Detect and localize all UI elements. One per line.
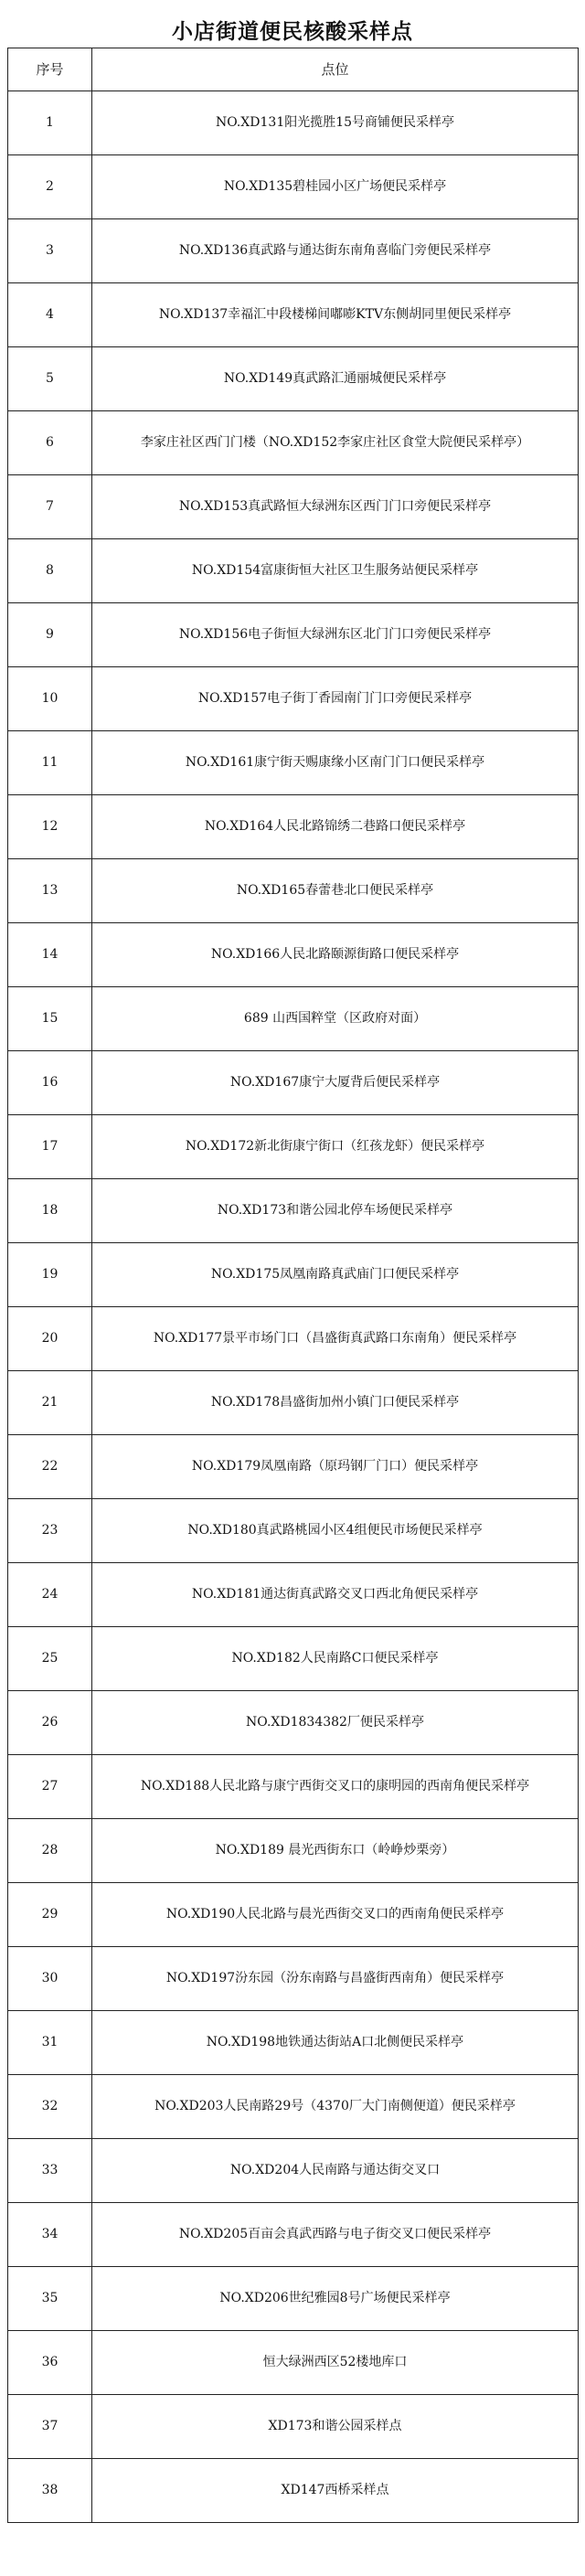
table-row: [8, 795, 579, 859]
table-row: [8, 1627, 579, 1691]
row-number: 20: [8, 1307, 92, 1371]
row-number: 12: [8, 795, 92, 859]
site-name: 恒大绿洲西区52楼地库口: [92, 2331, 579, 2395]
table-row: [8, 1371, 579, 1435]
row-number: 1: [8, 91, 92, 155]
table-row: [8, 1691, 579, 1755]
table-body: [8, 91, 579, 2523]
row-number: 5: [8, 347, 92, 411]
row-number: 31: [8, 2011, 92, 2075]
site-name: 689 山西国粹堂（区政府对面）: [92, 987, 579, 1051]
site-name: NO.XD165春蕾巷北口便民采样亭: [92, 859, 579, 923]
row-number: 23: [8, 1499, 92, 1563]
table-row: [8, 1051, 579, 1115]
table-header-row: [8, 48, 579, 91]
table-row: [8, 987, 579, 1051]
row-number: 14: [8, 923, 92, 987]
site-name: NO.XD172新北街康宁街口（红孩龙虾）便民采样亭: [92, 1115, 579, 1179]
site-name: NO.XD175凤凰南路真武庙门口便民采样亭: [92, 1243, 579, 1307]
sampling-sites-table: [7, 48, 579, 2523]
table-row: [8, 219, 579, 283]
row-number: 22: [8, 1435, 92, 1499]
site-name: XD173和谐公园采样点: [92, 2395, 579, 2459]
row-number: 24: [8, 1563, 92, 1627]
site-name: XD147西桥采样点: [92, 2459, 579, 2523]
site-name: NO.XD181通达街真武路交叉口西北角便民采样亭: [92, 1563, 579, 1627]
row-number: 25: [8, 1627, 92, 1691]
row-number: 10: [8, 667, 92, 731]
row-number: 35: [8, 2267, 92, 2331]
table-row: [8, 539, 579, 603]
table-row: [8, 603, 579, 667]
row-number: 15: [8, 987, 92, 1051]
column-header-site: 点位: [92, 48, 579, 91]
row-number: 28: [8, 1819, 92, 1883]
site-name: NO.XD164人民北路锦绣二巷路口便民采样亭: [92, 795, 579, 859]
site-name: NO.XD157电子街丁香园南门门口旁便民采样亭: [92, 667, 579, 731]
site-name: NO.XD167康宁大厦背后便民采样亭: [92, 1051, 579, 1115]
site-name: NO.XD178昌盛街加州小镇门口便民采样亭: [92, 1371, 579, 1435]
table-row: [8, 2331, 579, 2395]
site-name: NO.XD154富康街恒大社区卫生服务站便民采样亭: [92, 539, 579, 603]
table-row: [8, 2075, 579, 2139]
table-row: [8, 1243, 579, 1307]
site-name: NO.XD177景平市场门口（昌盛街真武路口东南角）便民采样亭: [92, 1307, 579, 1371]
row-number: 8: [8, 539, 92, 603]
row-number: 3: [8, 219, 92, 283]
table-row: [8, 155, 579, 219]
row-number: 36: [8, 2331, 92, 2395]
table-row: [8, 1435, 579, 1499]
site-name: NO.XD131阳光揽胜15号商铺便民采样亭: [92, 91, 579, 155]
table-row: [8, 283, 579, 347]
site-name: NO.XD1834382厂便民采样亭: [92, 1691, 579, 1755]
site-name: NO.XD182人民南路C口便民采样亭: [92, 1627, 579, 1691]
row-number: 27: [8, 1755, 92, 1819]
table-row: [8, 1883, 579, 1947]
row-number: 6: [8, 411, 92, 475]
table-row: [8, 411, 579, 475]
row-number: 21: [8, 1371, 92, 1435]
site-name: NO.XD161康宁街天赐康缘小区南门门口便民采样亭: [92, 731, 579, 795]
site-name: NO.XD198地铁通达街站A口北侧便民采样亭: [92, 2011, 579, 2075]
table-row: [8, 1115, 579, 1179]
site-name: NO.XD197汾东园（汾东南路与昌盛街西南角）便民采样亭: [92, 1947, 579, 2011]
table-row: [8, 2459, 579, 2523]
table-row: [8, 859, 579, 923]
table-row: [8, 2139, 579, 2203]
row-number: 33: [8, 2139, 92, 2203]
site-name: NO.XD179凤凰南路（原玛钢厂门口）便民采样亭: [92, 1435, 579, 1499]
table-row: [8, 91, 579, 155]
table-row: [8, 1307, 579, 1371]
site-name: NO.XD205百亩会真武西路与电子街交叉口便民采样亭: [92, 2203, 579, 2267]
row-number: 32: [8, 2075, 92, 2139]
row-number: 13: [8, 859, 92, 923]
site-name: NO.XD149真武路汇通丽城便民采样亭: [92, 347, 579, 411]
site-name: NO.XD153真武路恒大绿洲东区西门门口旁便民采样亭: [92, 475, 579, 539]
site-name: NO.XD156电子街恒大绿洲东区北门门口旁便民采样亭: [92, 603, 579, 667]
table-row: [8, 1179, 579, 1243]
site-name: NO.XD137幸福汇中段楼梯间嘟嘭KTV东侧胡同里便民采样亭: [92, 283, 579, 347]
row-number: 38: [8, 2459, 92, 2523]
row-number: 17: [8, 1115, 92, 1179]
table-row: [8, 1563, 579, 1627]
row-number: 34: [8, 2203, 92, 2267]
row-number: 9: [8, 603, 92, 667]
page-title: 小店街道便民核酸采样点: [172, 19, 413, 44]
table-row: [8, 2395, 579, 2459]
row-number: 19: [8, 1243, 92, 1307]
row-number: 37: [8, 2395, 92, 2459]
site-name: NO.XD188人民北路与康宁西街交叉口的康明园的西南角便民采样亭: [92, 1755, 579, 1819]
row-number: 30: [8, 1947, 92, 2011]
table-row: [8, 1819, 579, 1883]
site-name: NO.XD204人民南路与通达街交叉口: [92, 2139, 579, 2203]
site-name: NO.XD166人民北路颐源街路口便民采样亭: [92, 923, 579, 987]
row-number: 16: [8, 1051, 92, 1115]
column-header-no: 序号: [8, 48, 92, 91]
table-row: [8, 2011, 579, 2075]
table-row: [8, 667, 579, 731]
row-number: 7: [8, 475, 92, 539]
table-row: [8, 2203, 579, 2267]
row-number: 11: [8, 731, 92, 795]
site-name: NO.XD203人民南路29号（4370厂大门南侧便道）便民采样亭: [92, 2075, 579, 2139]
table-row: [8, 731, 579, 795]
site-name: NO.XD180真武路桃园小区4组便民市场便民采样亭: [92, 1499, 579, 1563]
site-name: NO.XD173和谐公园北停车场便民采样亭: [92, 1179, 579, 1243]
site-name: 李家庄社区西门门楼（NO.XD152李家庄社区食堂大院便民采样亭）: [92, 411, 579, 475]
site-name: NO.XD206世纪雅园8号广场便民采样亭: [92, 2267, 579, 2331]
table-row: [8, 1947, 579, 2011]
row-number: 26: [8, 1691, 92, 1755]
row-number: 2: [8, 155, 92, 219]
site-name: NO.XD136真武路与通达街东南角喜临门旁便民采样亭: [92, 219, 579, 283]
site-name: NO.XD189 晨光西街东口（岭峥炒栗旁）: [92, 1819, 579, 1883]
table-row: [8, 475, 579, 539]
table-row: [8, 1755, 579, 1819]
table-row: [8, 347, 579, 411]
row-number: 4: [8, 283, 92, 347]
row-number: 29: [8, 1883, 92, 1947]
table-row: [8, 1499, 579, 1563]
site-name: NO.XD190人民北路与晨光西街交叉口的西南角便民采样亭: [92, 1883, 579, 1947]
table-row: [8, 2267, 579, 2331]
table-row: [8, 923, 579, 987]
row-number: 18: [8, 1179, 92, 1243]
site-name: NO.XD135碧桂园小区广场便民采样亭: [92, 155, 579, 219]
